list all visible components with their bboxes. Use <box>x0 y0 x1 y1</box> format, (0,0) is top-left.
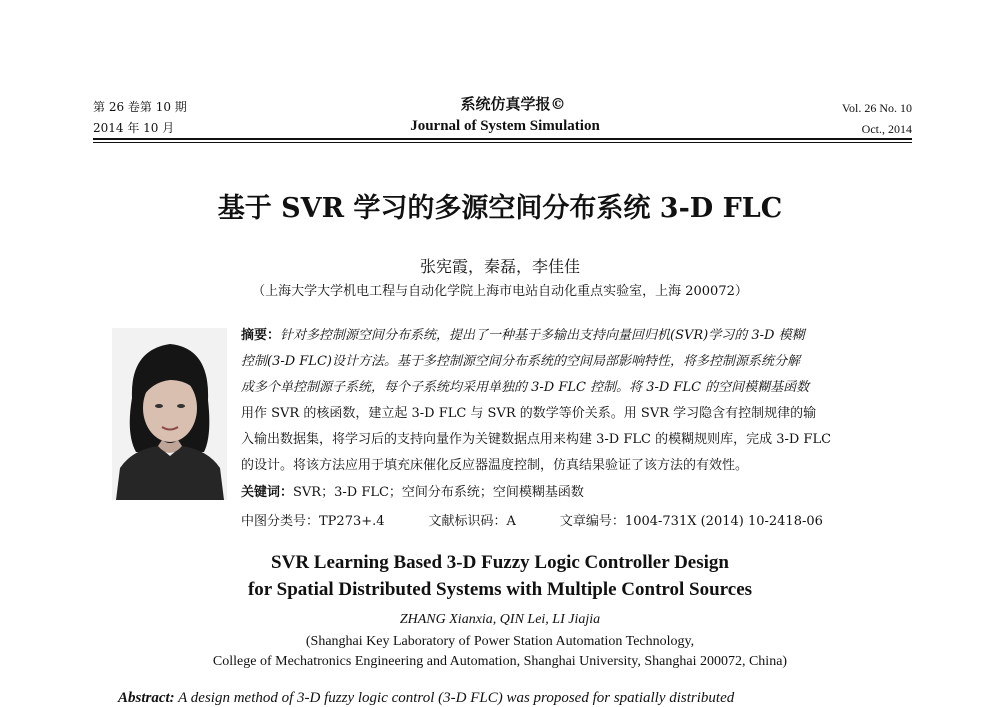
abstract-cn-text-1: 针对多控制源空间分布系统，提出了一种基于多输出支持向量回归机(SVR)学习的 3-D 模糊 <box>280 328 805 343</box>
abstract-en <box>118 690 734 707</box>
volume-issue-cn: 第 26 卷第 10 期 <box>93 100 187 114</box>
document-code: 文献标识码：A <box>428 514 516 529</box>
volume-issue-en: Vol. 26 No. 10 <box>841 101 912 115</box>
abstract-cn-line-4: 用作 SVR 的核函数，建立起 3-D FLC 与 SVR 的数学等价关系。用 SVR 学习隐含有控制规律的输 <box>241 406 817 421</box>
journal-name-en: Journal of System Simulation <box>410 118 600 134</box>
classification-line <box>241 510 823 529</box>
authors-en: ZHANG Xianxia, QIN Lei, LI Jiajia <box>399 612 601 627</box>
paper-title-cn: 基于 SVR 学习的多源空间分布系统 3-D FLC <box>217 193 783 224</box>
keywords-cn <box>241 481 584 500</box>
affiliation-cn: （上海大学大学机电工程与自动化学院上海市电站自动化重点实验室，上海 200072） <box>252 284 748 299</box>
abstract-cn-line-1 <box>241 323 805 349</box>
keywords-cn-text: SVR；3-D FLC；空间分布系统；空间模糊基函数 <box>293 485 584 500</box>
keywords-cn-label: 关键词： <box>241 485 294 500</box>
affiliation-en-line-1: (Shanghai Key Laboratory of Power Station Automation Technology, <box>305 634 695 649</box>
author-portrait-image <box>112 328 227 500</box>
header-rule-thin <box>93 142 912 143</box>
article-number: 文章编号：1004-731X (2014) 10-2418-06 <box>559 514 823 529</box>
authors-cn: 张宪霞，秦磊，李佳佳 <box>419 257 580 276</box>
abstract-cn-line-3: 成多个单控制源子系统，每个子系统均采用单独的 3-D FLC 控制。将 3-D FLC 的空间模糊基函数 <box>241 380 810 395</box>
clc-number: 中图分类号：TP273+.4 <box>241 514 385 529</box>
abstract-cn-line-6: 的设计。将该方法应用于填充床催化反应器温度控制，仿真结果验证了该方法的有效性。 <box>241 458 749 473</box>
abstract-cn-line-5: 入输出数据集，将学习后的支持向量作为关键数据点用来构建 3-D FLC 的模糊规则库，完成 3-D FLC <box>241 432 832 447</box>
paper-title-en-line-2: for Spatial Distributed Systems with Multiple Control Sources <box>247 579 753 600</box>
paper-title-en-line-1: SVR Learning Based 3-D Fuzzy Logic Controller Design <box>271 552 729 573</box>
abstract-cn-label: 摘要： <box>241 328 281 343</box>
abstract-cn-line-2: 控制(3-D FLC)设计方法。基于多控制源空间分布系统的空间局部影响特性，将多控制源系统分解 <box>241 354 800 369</box>
journal-name-cn: 系统仿真学报© <box>460 95 566 113</box>
affiliation-en-line-2: College of Mechatronics Engineering and Automation, Shanghai University, Shanghai 200072, China) <box>212 654 788 669</box>
header-rule-thick <box>93 138 912 140</box>
date-cn: 2014 年 10 月 <box>93 121 175 135</box>
abstract-en-label: Abstract: <box>118 690 175 706</box>
abstract-en-text: A design method of 3-D fuzzy logic control (3-D FLC) was proposed for spatially distributed <box>178 690 735 706</box>
date-en: Oct., 2014 <box>861 122 912 136</box>
author-photo <box>112 328 227 500</box>
